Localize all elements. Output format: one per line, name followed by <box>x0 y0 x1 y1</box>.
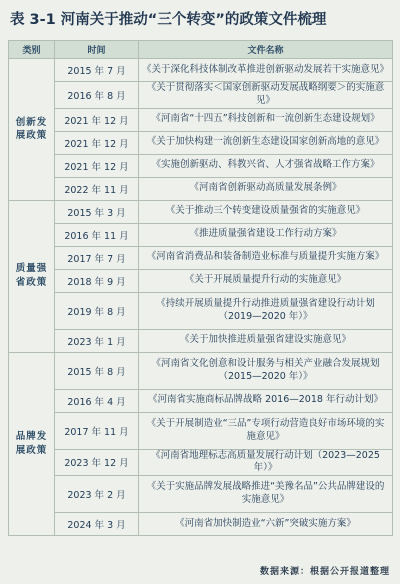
document-name-cell: 《关于深化科技体制改革推进创新驱动发展若干实施意见》 <box>139 59 393 82</box>
policy-table <box>8 40 393 536</box>
time-cell: 2024 年 3 月 <box>55 513 139 536</box>
document-name-cell: 《持续开展质量提升行动推进质量强省建设行动计划（2019—2020 年）》 <box>139 292 393 329</box>
time-cell: 2021 年 12 月 <box>55 154 139 177</box>
document-name-cell: 《关于开展制造业“三品”专项行动营造良好市场环境的实施意见》 <box>139 412 393 449</box>
document-name-cell: 《关于实施品牌发展战略推进“美豫名品”公共品牌建设的实施意见》 <box>139 476 393 513</box>
table-row <box>9 200 393 223</box>
table-row <box>9 412 393 449</box>
table-row <box>9 329 393 352</box>
time-cell: 2022 年 11 月 <box>55 177 139 200</box>
table-row <box>9 476 393 513</box>
table-row <box>9 269 393 292</box>
time-cell: 2021 年 12 月 <box>55 108 139 131</box>
table-row <box>9 82 393 109</box>
table-row <box>9 389 393 412</box>
document-name-cell: 《推进质量强省建设工作行动方案》 <box>139 223 393 246</box>
document-name-cell: 《关于加快构建一流创新生态建设国家创新高地的意见》 <box>139 131 393 154</box>
time-cell: 2023 年 12 月 <box>55 449 139 476</box>
document-name-cell: 《关于开展质量提升行动的实施意见》 <box>139 269 393 292</box>
time-cell: 2016 年 4 月 <box>55 389 139 412</box>
table-row <box>9 292 393 329</box>
table-row <box>9 59 393 82</box>
table-row <box>9 246 393 269</box>
table-header-row <box>9 41 393 59</box>
document-name-cell: 《河南省加快制造业“六新”突破实施方案》 <box>139 513 393 536</box>
document-name-cell: 《关于推动三个转变建设质量强省的实施意见》 <box>139 200 393 223</box>
time-cell: 2015 年 8 月 <box>55 352 139 389</box>
document-name-cell: 《实施创新驱动、科教兴省、人才强省战略工作方案》 <box>139 154 393 177</box>
time-cell: 2017 年 11 月 <box>55 412 139 449</box>
table-row <box>9 352 393 389</box>
time-cell: 2015 年 7 月 <box>55 59 139 82</box>
table-row <box>9 177 393 200</box>
document-name-cell: 《河南省实施商标品牌战略 2016—2018 年行动计划》 <box>139 389 393 412</box>
table-row <box>9 449 393 476</box>
time-cell: 2016 年 11 月 <box>55 223 139 246</box>
table-row <box>9 154 393 177</box>
table-row <box>9 223 393 246</box>
document-name-cell: 《河南省地理标志高质量发展行动计划（2023—2025 年）》 <box>139 449 393 476</box>
category-cell-innovation: 创新发展政策 <box>9 59 55 201</box>
document-name-cell: 《河南省“十四五”科技创新和一流创新生态建设规划》 <box>139 108 393 131</box>
header-time: 时间 <box>55 41 139 59</box>
header-name: 文件名称 <box>139 41 393 59</box>
category-cell-quality: 质量强省政策 <box>9 200 55 352</box>
data-source-note: 数据来源：根据公开报道整理 <box>259 567 390 577</box>
document-name-cell: 《关于加快推进质量强省建设实施意见》 <box>139 329 393 352</box>
category-cell-brand: 品牌发展政策 <box>9 352 55 536</box>
time-cell: 2023 年 1 月 <box>55 329 139 352</box>
table-row <box>9 513 393 536</box>
time-cell: 2023 年 2 月 <box>55 476 139 513</box>
time-cell: 2017 年 7 月 <box>55 246 139 269</box>
document-name-cell: 《河南省消费品和装备制造业标准与质量提升实施方案》 <box>139 246 393 269</box>
document-name-cell: 《河南省创新驱动高质量发展条例》 <box>139 177 393 200</box>
time-cell: 2015 年 3 月 <box>55 200 139 223</box>
document-name-cell: 《河南省文化创意和设计服务与相关产业融合发展规划（2015—2020 年）》 <box>139 352 393 389</box>
time-cell: 2021 年 12 月 <box>55 131 139 154</box>
time-cell: 2018 年 9 月 <box>55 269 139 292</box>
policy-table-container <box>8 40 392 536</box>
time-cell: 2019 年 8 月 <box>55 292 139 329</box>
table-row <box>9 108 393 131</box>
time-cell: 2016 年 8 月 <box>55 82 139 109</box>
header-category: 类别 <box>9 41 55 59</box>
table-title: 表 3-1 河南关于推动“三个转变”的政策文件梳理 <box>10 12 327 28</box>
table-row <box>9 131 393 154</box>
document-name-cell: 《关于贯彻落实＜国家创新驱动发展战略纲要＞的实施意见》 <box>139 82 393 109</box>
